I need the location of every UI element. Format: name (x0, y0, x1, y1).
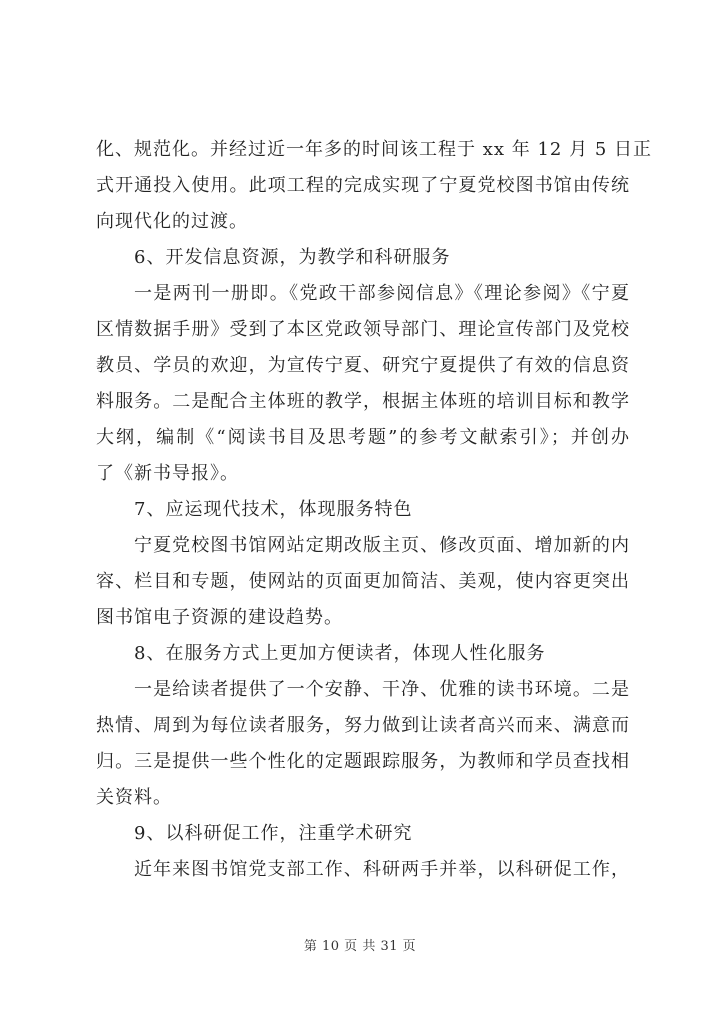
text-line: 宁夏党校图书馆网站定期改版主页、修改页面、增加新的内 (134, 535, 630, 556)
text-line: 区情数据手册》受到了本区党政领导部门、理论宣传部门及党校 (96, 319, 630, 340)
text-line: 归。三是提供一些个性化的定题跟踪服务，为教师和学员查找相 (96, 751, 630, 772)
document-body (96, 132, 652, 888)
text-line: 一是给读者提供了一个安静、干净、优雅的读书环境。二是 (134, 679, 630, 700)
text-line: 料服务。二是配合主体班的教学，根据主体班的培训目标和教学 (96, 391, 630, 412)
page-number-footer: 第 10 页 共 31 页 (303, 939, 417, 954)
text-line: 教员、学员的欢迎，为宣传宁夏、研究宁夏提供了有效的信息资 (96, 355, 630, 376)
text-line: 容、栏目和专题，使网站的页面更加简洁、美观，使内容更突出 (96, 571, 630, 592)
text-line: 关资料。 (96, 787, 172, 808)
text-line: 了《新书导报》。 (96, 463, 239, 484)
text-line: 大纲，编制《“阅读书目及思考题”的参考文献索引》；并创办 (96, 427, 630, 448)
text-line: 化、规范化。并经过近一年多的时间该工程于 xx 年 12 月 5 日正 (96, 139, 652, 160)
text-line: 热情、周到为每位读者服务，努力做到让读者高兴而来、满意而 (96, 715, 630, 736)
text-line: 向现代化的过渡。 (96, 211, 248, 232)
section-heading-6: 6、开发信息资源，为教学和科研服务 (134, 247, 451, 268)
text-line: 一是两刊一册即。《党政干部参阅信息》《理论参阅》《宁夏 (134, 283, 630, 304)
text-line: 式开通投入使用。此项工程的完成实现了宁夏党校图书馆由传统 (96, 175, 630, 196)
section-heading-8: 8、在服务方式上更加方便读者，体现人性化服务 (134, 643, 546, 664)
section-heading-7: 7、应运现代技术，体现服务特色 (134, 499, 413, 520)
text-line: 图书馆电子资源的建设趋势。 (96, 607, 343, 628)
text-line: 近年来图书馆党支部工作、科研两手并举，以科研促工作， (134, 859, 630, 880)
section-heading-9: 9、以科研促工作，注重学术研究 (134, 823, 413, 844)
